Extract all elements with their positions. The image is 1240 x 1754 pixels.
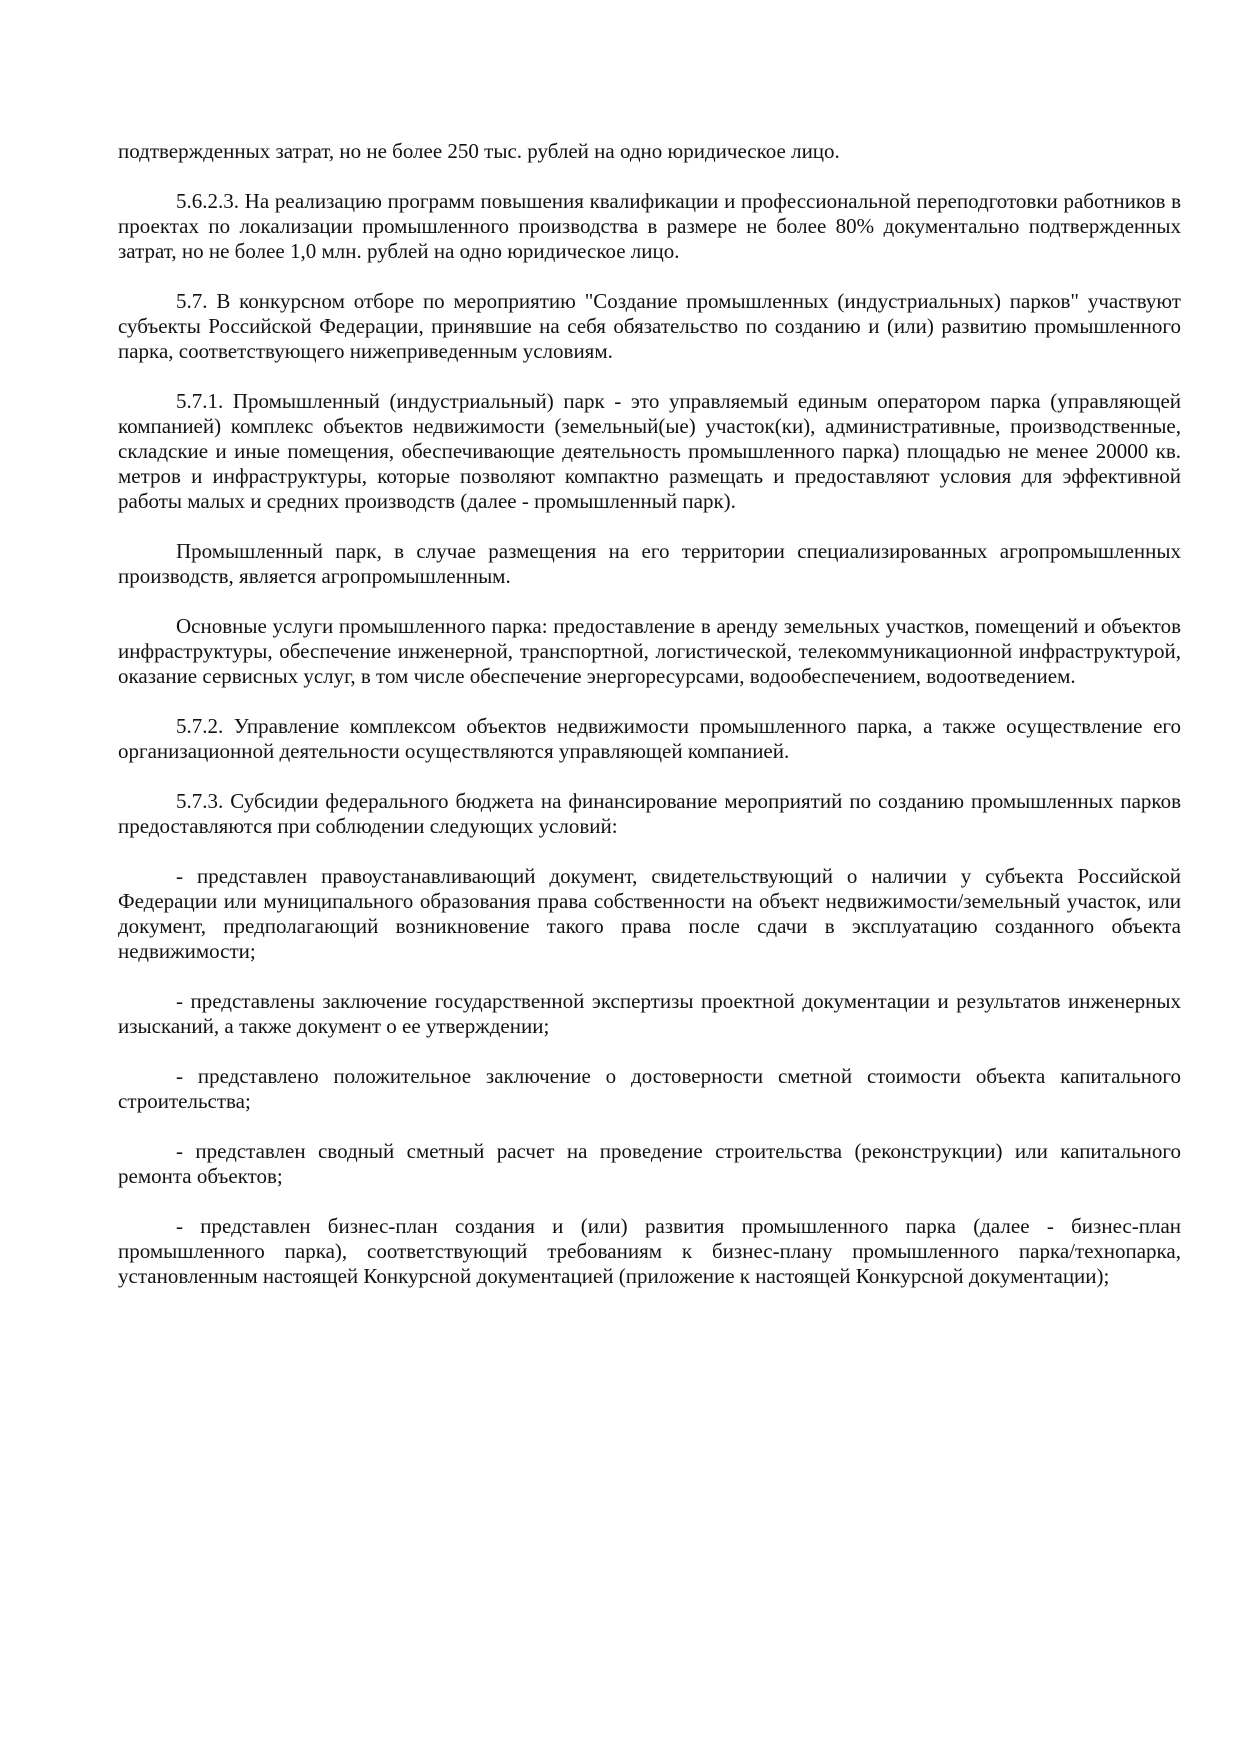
- list-item-condition: - представлено положительное заключение о достоверности сметной стоимости объекта капитального строительства;: [118, 1064, 1181, 1113]
- list-item-condition: - представлен сводный сметный расчет на проведение строительства (реконструкции) или капитального ремонта объектов;: [118, 1139, 1181, 1188]
- paragraph-5-7-3: 5.7.3. Субсидии федерального бюджета на финансирование мероприятий по созданию промышленных парков предоставляются при соблюдении следующих условий:: [118, 789, 1181, 838]
- list-item-condition: - представлен бизнес-план создания и (или) развития промышленного парка (далее - бизнес-план промышленного парка), соответствующий требованиям к бизнес-плану промышленного парка/технопарка, установленным настоящей Конкурсной документацией (приложение к настоящей Конкурсной документации);: [118, 1214, 1181, 1288]
- paragraph-continuation: подтвержденных затрат, но не более 250 тыс. рублей на одно юридическое лицо.: [118, 139, 840, 163]
- paragraph-5-7: 5.7. В конкурсном отборе по мероприятию "Создание промышленных (индустриальных) парков" участвуют субъекты Российской Федерации, принявшие на себя обязательство по созданию и (или) развитию промышленного парка, соответствующего нижеприведенным условиям.: [118, 289, 1181, 363]
- paragraph-5-6-2-3: 5.6.2.3. На реализацию программ повышения квалификации и профессиональной переподготовки работников в проектах по локализации промышленного производства в размере не более 80% документально подтвержденных затрат, но не более 1,0 млн. рублей на одно юридическое лицо.: [118, 189, 1181, 263]
- document-page: [118, 139, 1181, 1314]
- paragraph-park-services: Основные услуги промышленного парка: предоставление в аренду земельных участков, помещений и объектов инфраструктуры, обеспечение инженерной, транспортной, логистической, телекоммуникационной инфраструктурой, оказание сервисных услуг, в том числе обеспечение энергоресурсами, водообеспечением, водоотведением.: [118, 614, 1181, 688]
- list-item-condition: - представлены заключение государственной экспертизы проектной документации и результатов инженерных изысканий, а также документ о ее утверждении;: [118, 989, 1181, 1038]
- paragraph-agro-park: Промышленный парк, в случае размещения на его территории специализированных агропромышленных производств, является агропромышленным.: [118, 539, 1181, 588]
- paragraph-5-7-2: 5.7.2. Управление комплексом объектов недвижимости промышленного парка, а также осуществление его организационной деятельности осуществляются управляющей компанией.: [118, 714, 1181, 763]
- list-item-condition: - представлен правоустанавливающий документ, свидетельствующий о наличии у субъекта Российской Федерации или муниципального образования права собственности на объект недвижимости/земельный участок, или документ, предполагающий возникновение такого права после сдачи в эксплуатацию созданного объекта недвижимости;: [118, 864, 1181, 963]
- paragraph-5-7-1: 5.7.1. Промышленный (индустриальный) парк - это управляемый единым оператором парка (управляющей компанией) комплекс объектов недвижимости (земельный(ые) участок(ки), административные, производственные, складские и иные помещения, обеспечивающие деятельность промышленного парка) площадью не менее 20000 кв. метров и инфраструктуры, которые позволяют компактно размещать и предоставляют условия для эффективной работы малых и средних производств (далее - промышленный парк).: [118, 389, 1181, 513]
